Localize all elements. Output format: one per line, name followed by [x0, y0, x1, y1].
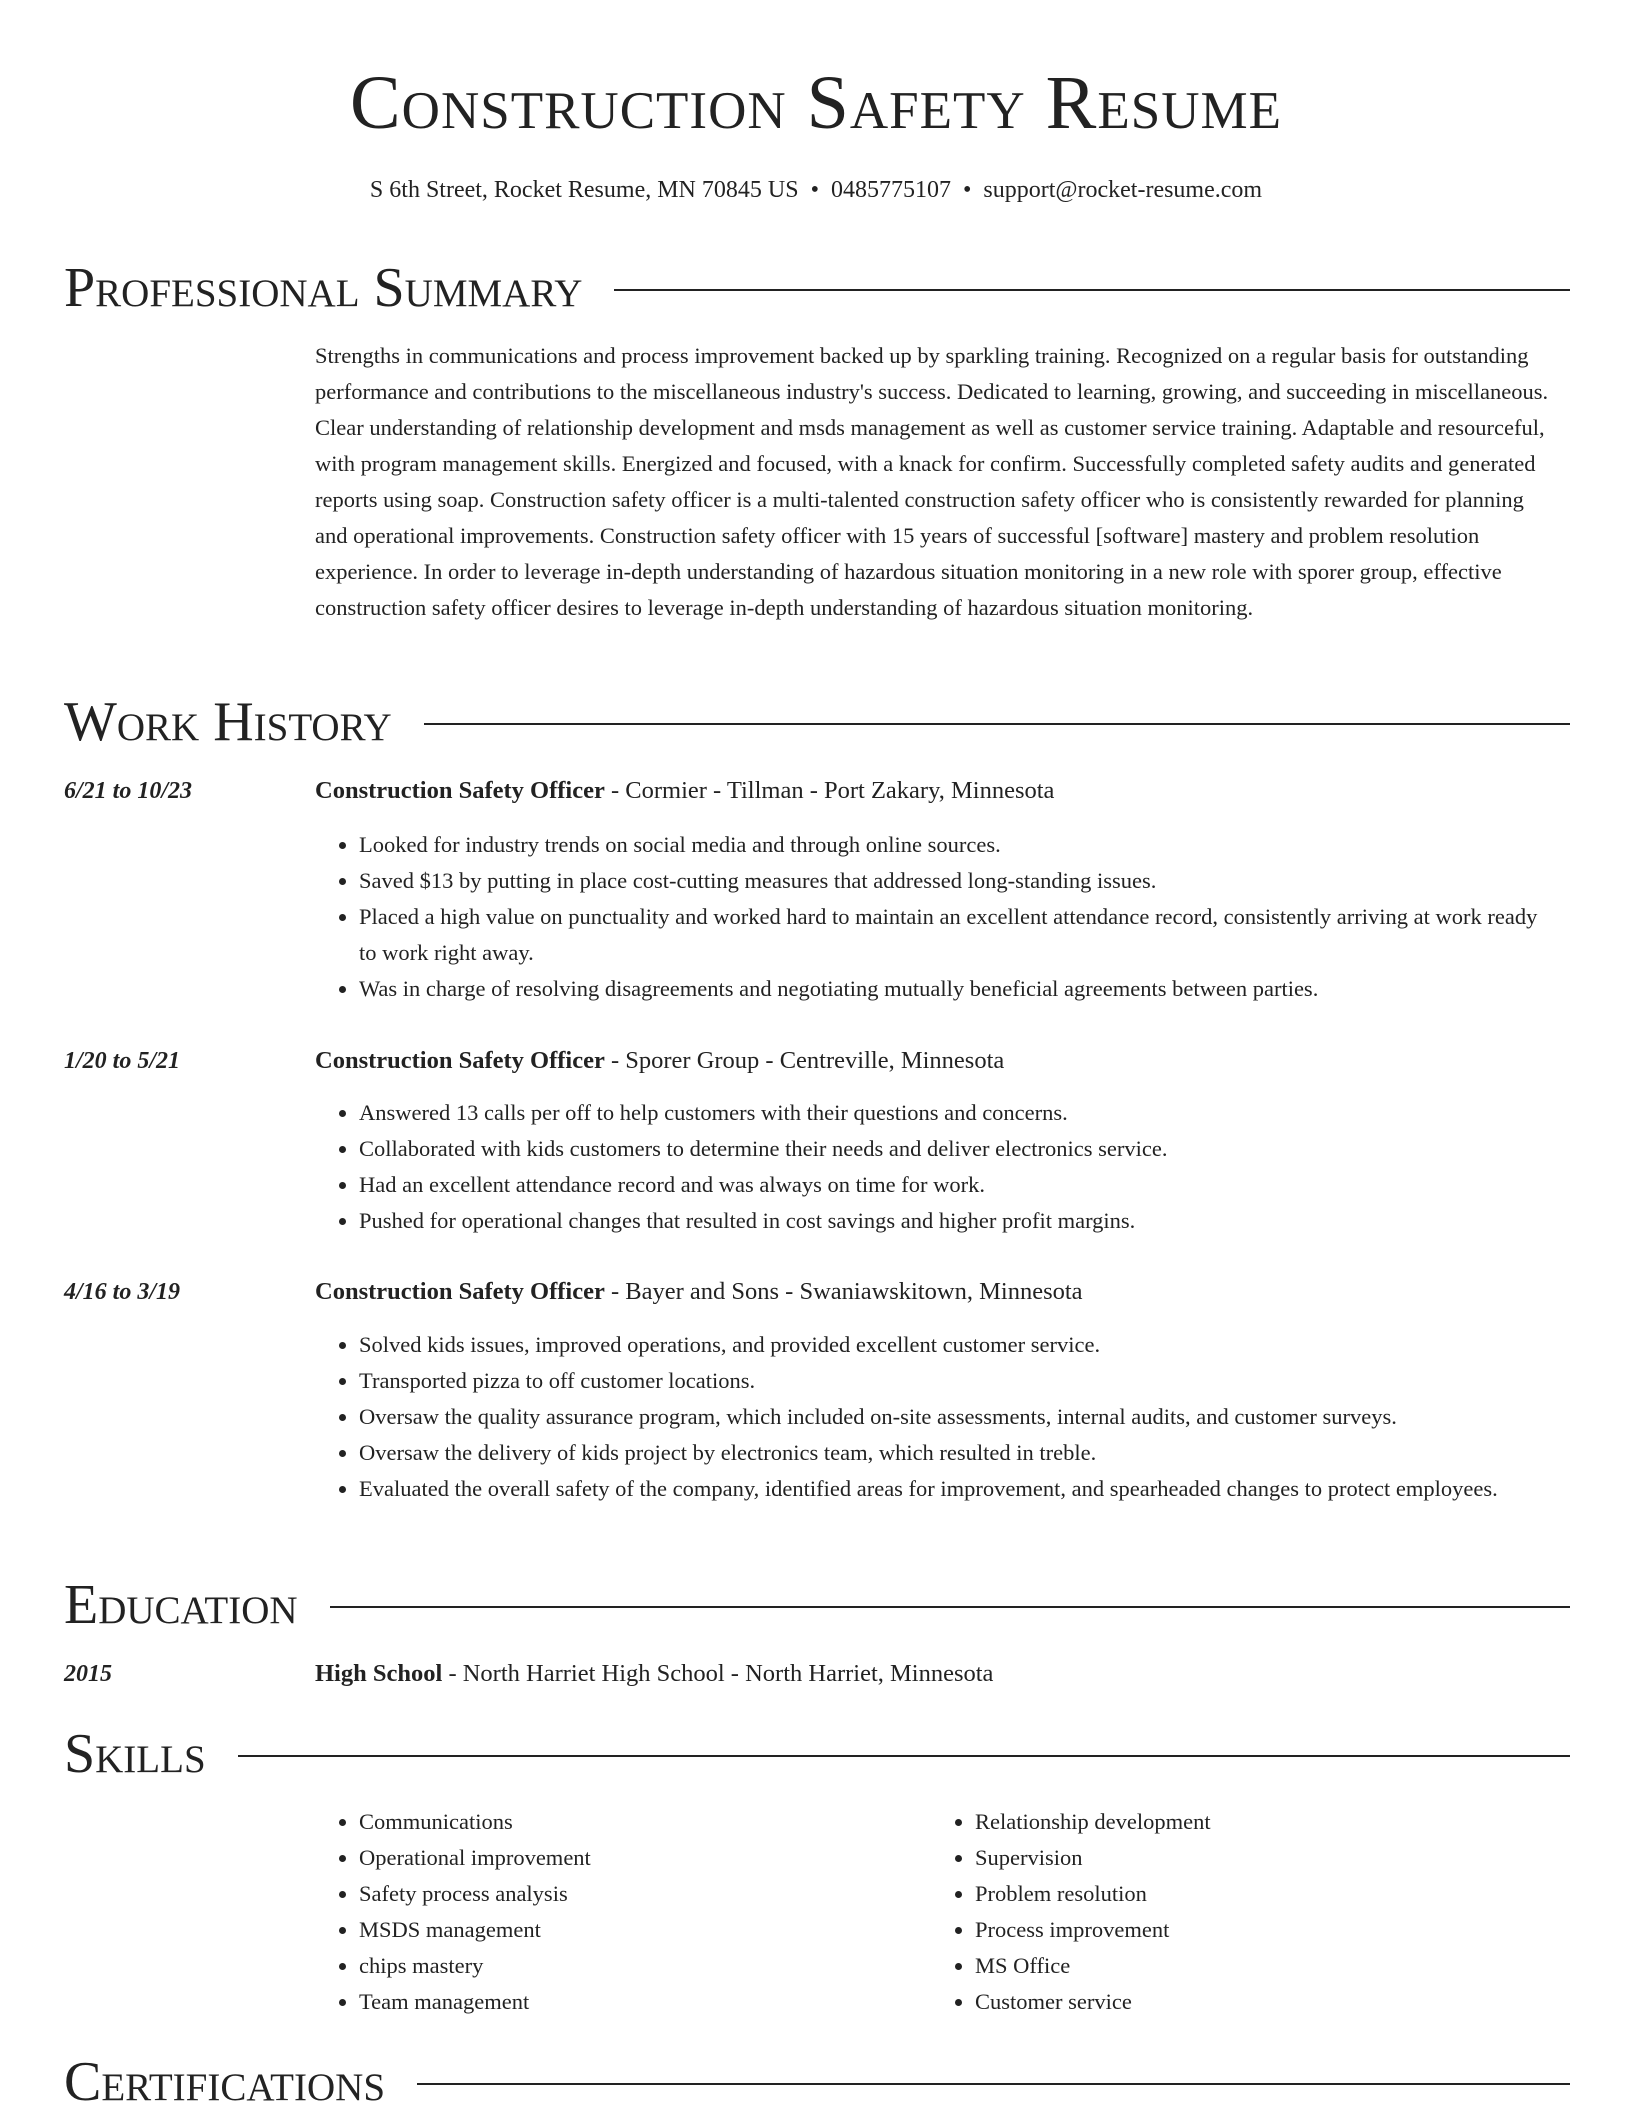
skills-list-left	[315, 1804, 915, 2020]
skill-item: • Supervision	[975, 1840, 1531, 1876]
skill-item: • Relationship development	[975, 1804, 1531, 1840]
section-title: Professional Summary	[64, 257, 583, 319]
list-item: • Oversaw the delivery of kids project by electronics team, which resulted in treble.	[359, 1435, 1555, 1471]
section-title: Work History	[64, 691, 392, 753]
job-heading	[315, 1045, 1004, 1077]
section-divider	[424, 723, 1570, 725]
section-title: Education	[64, 1574, 298, 1636]
education-school: - North Harriet High School - North Harriet, Minnesota	[442, 1660, 994, 1687]
contact-separator: •	[810, 177, 819, 203]
skill-item: • Process improvement	[975, 1912, 1531, 1948]
list-item: • Transported pizza to off customer locations.	[359, 1363, 1555, 1399]
contact-phone: 0485775107	[830, 177, 951, 203]
job-bullet-list	[315, 1095, 1555, 1239]
section-header-education	[64, 1573, 1570, 1637]
job-employer: - Cormier - Tillman - Port Zakary, Minnesota	[604, 777, 1055, 804]
section-header-summary	[64, 256, 1570, 320]
job-title: Construction Safety Officer	[315, 1047, 605, 1074]
skill-item: • Operational improvement	[359, 1840, 915, 1876]
education-year: 2015	[64, 1661, 112, 1687]
contact-address: S 6th Street, Rocket Resume, MN 70845 US	[369, 177, 799, 203]
list-item: • Saved $13 by putting in place cost-cutting measures that addressed long-standing issues.	[359, 863, 1555, 899]
list-item: • Looked for industry trends on social media and through online sources.	[359, 827, 1555, 863]
skill-item: • Communications	[359, 1804, 915, 1840]
list-item: • Evaluated the overall safety of the company, identified areas for improvement, and spearheaded changes to protect employees.	[359, 1471, 1555, 1507]
job-dates: 4/16 to 3/19	[64, 1279, 181, 1305]
education-heading	[315, 1658, 993, 1690]
list-item: • Oversaw the quality assurance program, which included on-site assessments, internal audits, and customer surveys.	[359, 1399, 1555, 1435]
contact-email: support@rocket-resume.com	[983, 177, 1263, 203]
contact-separator: •	[962, 177, 972, 203]
section-header-work-history	[64, 690, 1570, 754]
job-bullet-list	[315, 827, 1555, 1007]
skill-item: • chips mastery	[359, 1948, 915, 1984]
list-item: • Collaborated with kids customers to determine their needs and deliver electronics service.	[359, 1131, 1555, 1167]
section-divider	[417, 2083, 1570, 2085]
job-employer: - Bayer and Sons - Swaniawskitown, Minnesota	[604, 1278, 1083, 1305]
job-heading	[315, 1276, 1083, 1308]
job-employer: - Sporer Group - Centreville, Minnesota	[604, 1047, 1005, 1074]
list-item: • Answered 13 calls per off to help customers with their questions and concerns.	[359, 1095, 1555, 1131]
section-header-certifications	[64, 2050, 1570, 2114]
list-item: • Was in charge of resolving disagreements and negotiating mutually beneficial agreements between parties.	[359, 971, 1555, 1007]
skills-list-right	[931, 1804, 1531, 2020]
section-divider	[238, 1755, 1570, 1757]
job-dates: 1/20 to 5/21	[64, 1048, 181, 1074]
list-item: • Placed a high value on punctuality and worked hard to maintain an excellent attendance record, consistently arriving at work ready to work right away.	[359, 899, 1555, 971]
contact-line	[0, 174, 1632, 206]
skill-item: • Safety process analysis	[359, 1876, 915, 1912]
section-header-skills	[64, 1722, 1570, 1786]
job-title: Construction Safety Officer	[315, 1278, 605, 1305]
section-title: Skills	[64, 1723, 206, 1785]
summary-text: Strengths in communications and process improvement backed up by sparkling training. Recognized on a regular basis for outstanding performance and contributions to the miscellaneous industry's success. Dedicated to learning, growing, and succeeding in miscellaneous. Clear understanding of relationship development and msds management as well as customer service training. Adaptable and resourceful, with program management skills. Energized and focused, with a knack for confirm. Successfully completed safety audits and generated reports using soap. Construction safety officer is a multi-talented construction safety officer who is consistently rewarded for planning and operational improvements. Construction safety officer with 15 years of successful [software] mastery and problem resolution experience. In order to leverage in-depth understanding of hazardous situation monitoring in a new role with sporer group, effective construction safety officer desires to leverage in-depth understanding of hazardous situation monitoring.	[315, 343, 1549, 620]
job-heading	[315, 775, 1054, 807]
skill-item: • MS Office	[975, 1948, 1531, 1984]
resume-title: Construction Safety Resume	[349, 61, 1282, 145]
section-divider	[330, 1606, 1570, 1608]
skill-item: • Team management	[359, 1984, 915, 2020]
education-degree: High School	[315, 1660, 443, 1687]
job-dates: 6/21 to 10/23	[64, 778, 193, 804]
skill-item: • MSDS management	[359, 1912, 915, 1948]
skill-item: • Customer service	[975, 1984, 1531, 2020]
list-item: • Solved kids issues, improved operations, and provided excellent customer service.	[359, 1327, 1555, 1363]
section-title: Certifications	[64, 2051, 386, 2113]
list-item: • Had an excellent attendance record and was always on time for work.	[359, 1167, 1555, 1203]
skill-item: • Problem resolution	[975, 1876, 1531, 1912]
job-bullet-list	[315, 1327, 1555, 1507]
section-divider	[614, 289, 1570, 291]
job-title: Construction Safety Officer	[315, 777, 605, 804]
list-item: • Pushed for operational changes that resulted in cost savings and higher profit margins.	[359, 1203, 1555, 1239]
